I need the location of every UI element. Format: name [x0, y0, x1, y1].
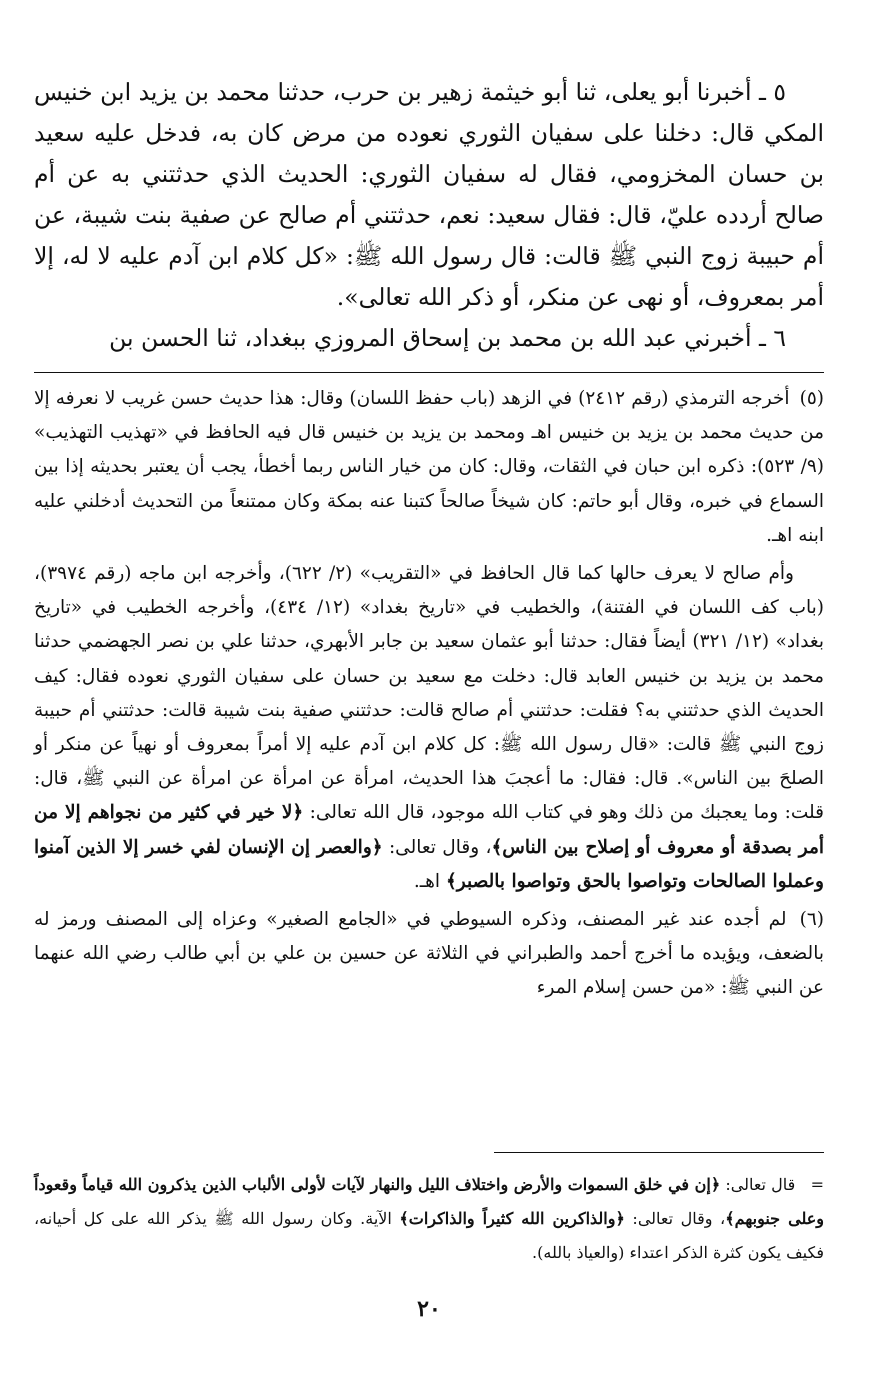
footnote-6 — [34, 903, 824, 1006]
continuation-text — [34, 1168, 824, 1270]
footnote-5-paragraph — [34, 557, 824, 899]
footnote-continuation — [34, 1168, 824, 1270]
footnote-6-number: (٦) — [799, 909, 824, 931]
quran-verse-imran: ﴿إن في خلق السموات والأرض واختلاف الليل والنهار لآيات لأولى الألباب الذين يذكرون الله قياماً وقعوداً وعلى جنوبهم﴾ — [34, 1175, 825, 1228]
page-number: ٢٠ — [417, 1296, 441, 1322]
footnote-5-end: اهـ. — [413, 870, 441, 892]
main-text — [34, 72, 824, 359]
continuation-lead: قال تعالى: — [725, 1175, 796, 1194]
continuation-marker: = — [810, 1175, 824, 1194]
continuation-tail: الآية. وكان رسول الله ﷺ يذكر الله على كل أحيانه، فكيف يكون كثرة الذكر اعتداء (والعياذ بالله). — [34, 1209, 824, 1262]
continuation-mid: ، وقال تعالى: — [632, 1209, 726, 1228]
book-page — [34, 0, 824, 1376]
quran-verse-nisa: ﴿لا خير في كثير من نجواهم إلا من أمر بصدقة أو معروف أو إصلاح بين الناس﴾ — [34, 802, 824, 858]
quran-verse-asr: ﴿والعصر إن الإنسان لفي خسر إلا الذين آمنوا وعملوا الصالحات وتواصوا بالحق وتواصوا بالصبر﴾ — [34, 836, 824, 892]
footnote-5 — [34, 382, 824, 553]
quran-verse-ahzab: ﴿والذاكرين الله كثيراً والذاكرات﴾ — [399, 1209, 625, 1228]
footnote-5-text: أخرجه الترمذي (رقم ٢٤١٢) في الزهد (باب حفظ اللسان) وقال: هذا حديث حسن غريب لا نعرفه إلا من حديث محمد بن يزيد بن خنيس اهـ ومحمد بن يزيد بن خنيس قال فيه الحافظ في «تهذيب التهذيب» (٩/ ٥٢٣): ذكره ابن حبان في الثقات، وقال: كان من خيار الناس ربما أخطأ، يجب أن يعتبر بحديثه إذا بين السماع في خبره، وقال أبو حاتم: كان شيخاً صالحاً كتبنا عنه بمكة وكان ممتنعاً من التحديث أدخلني عليه ابنه اهـ. — [34, 388, 824, 546]
footnote-5-number: (٥) — [799, 388, 824, 409]
footnote-6-text: لم أجده عند غير المصنف، وذكره السيوطي في «الجامع الصغير» وعزاه إلى المصنف ورمز له بالضعف، ويؤيده ما أخرج أحمد والطبراني في الثلاثة عن حسين بن علي بن أبي طالب رضي الله عنهما عن النبي ﷺ: «من حسن إسلام المرء — [34, 909, 824, 999]
footnote-5-para-text: وأم صالح لا يعرف حالها كما قال الحافظ في «التقريب» (٢/ ٦٢٢)، وأخرجه ابن ماجه (رقم ٣٩٧٤)، (باب كف اللسان في الفتنة)، والخطيب في «تاريخ بغداد» (١٢/ ٤٣٤)، وأخرجه الخطيب في «تاريخ بغداد» (١٢/ ٣٢١) أيضاً فقال: حدثنا أبو عثمان سعيد بن جابر الأبهري، حدثنا علي بن نصر الجهضمي حدثنا محمد بن يزيد بن خنيس العابد قال: دخلت مع سعيد بن حسان على سفيان الثوري نعوده فقال: كيف الحديث الذي حدثتني به؟ فقلت: حدثتني أم صالح قالت: حدثتني صفية بنت شيبة قالت: حدثتني أم حبيبة زوج النبي ﷺ قالت: «قال رسول الله ﷺ: كل كلام ابن آدم عليه إلا أمراً بمعروف أو نهياً عن منكر أو الصلحَ بين الناس». قال: فقال: ما أعجبَ هذا الحديث، امرأة عن امرأة عن امرأة عن النبي ﷺ، قال: قلت: وما يعجبك من ذلك وهو في كتاب الله موجود، قال الله تعالى: — [34, 563, 824, 824]
hadith-6: ٦ ـ أخبرني عبد الله بن محمد بن إسحاق المروزي ببغداد، ثنا الحسن بن — [109, 324, 786, 352]
hadith-5: ٥ ـ أخبرنا أبو يعلى، ثنا أبو خيثمة زهير بن حرب، حدثنا محمد بن يزيد ابن خنيس المكي قال: دخلنا على سفيان الثوري نعوده من مرض كان به، فدخل عليه سعيد بن حسان المخزومي، فقال له سفيان الثوري: الحديث الذي حدثتني به عن أم صالح أردده عليّ، قال: فقال سعيد: نعم، حدثتني أم صالح عن صفية بنت شيبة، عن أم حبيبة زوج النبي ﷺ قالت: قال رسول الله ﷺ: «كل كلام ابن آدم عليه لا له، إلا أمر بمعروف، أو نهى عن منكر، أو ذكر الله تعالى». — [34, 78, 824, 311]
continuation-separator — [494, 1152, 824, 1153]
footnote-separator — [34, 372, 824, 373]
footnote-5-mid: ، وقال تعالى: — [388, 836, 492, 858]
footnotes — [34, 382, 824, 1010]
